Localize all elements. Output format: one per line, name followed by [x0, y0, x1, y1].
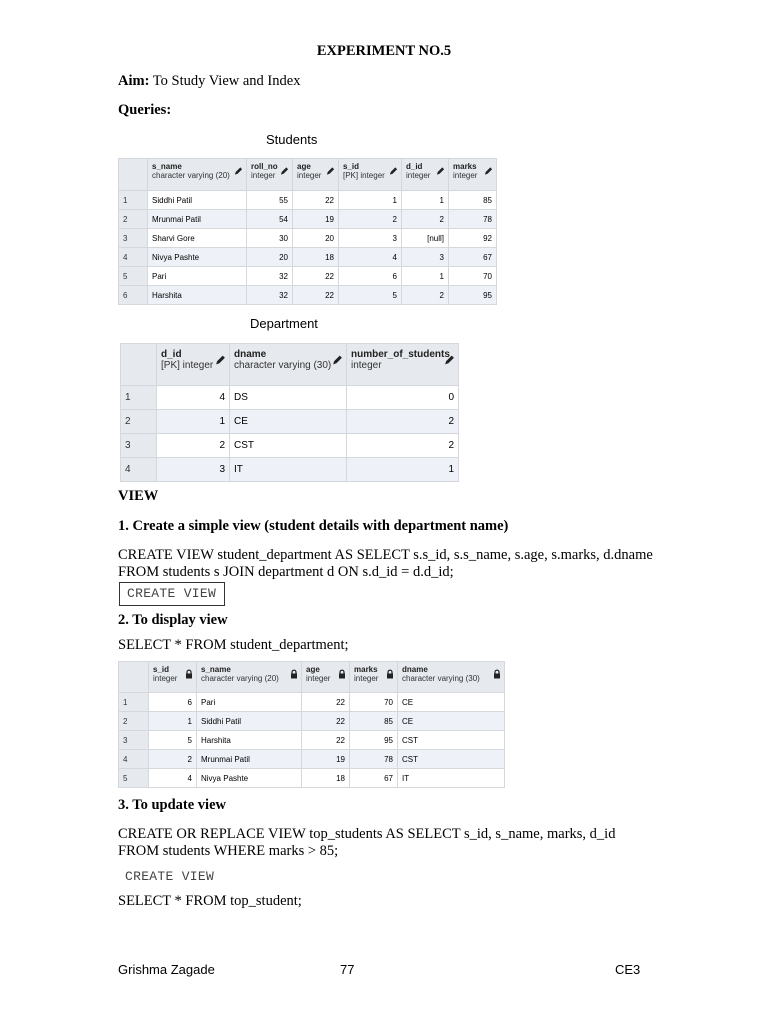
cell-marks[interactable]: 85: [350, 712, 398, 731]
cell-marks[interactable]: 67: [350, 769, 398, 788]
column-name: marks: [354, 665, 378, 674]
aim-line: [118, 73, 300, 90]
cell-s-id[interactable]: 6: [149, 693, 197, 712]
department-caption: Department: [250, 316, 318, 331]
column-type: character varying (20): [152, 171, 230, 180]
row-number: 6: [119, 286, 148, 305]
cell-marks[interactable]: 95: [350, 731, 398, 750]
column-header-dname[interactable]: [398, 662, 505, 693]
column-type: integer: [153, 674, 178, 683]
cell-dname[interactable]: CE: [398, 712, 505, 731]
cell-s-name[interactable]: Pari: [148, 267, 247, 286]
cell-age[interactable]: 19: [293, 210, 339, 229]
footer-author: Grishma Zagade: [118, 962, 215, 977]
department-table: [120, 343, 459, 482]
cell-age[interactable]: 22: [293, 191, 339, 210]
column-header-s-id[interactable]: [339, 159, 402, 191]
cell-number-of-students[interactable]: 2: [347, 410, 459, 434]
cell-s-id[interactable]: 2: [149, 750, 197, 769]
cell-dname[interactable]: CST: [398, 750, 505, 769]
pencil-icon: [234, 167, 243, 176]
column-header-d-id[interactable]: [402, 159, 449, 191]
lock-icon: [493, 670, 501, 679]
cell-d-id[interactable]: 1: [157, 410, 230, 434]
aim-label: Aim:: [118, 73, 150, 89]
column-type: character varying (30): [234, 360, 332, 371]
column-name: s_name: [152, 162, 182, 171]
cell-s-id[interactable]: 5: [149, 731, 197, 750]
column-header-s-name[interactable]: [148, 159, 247, 191]
cell-dname[interactable]: CST: [398, 731, 505, 750]
cell-marks[interactable]: 92: [449, 229, 497, 248]
page-title: EXPERIMENT NO.5: [316, 43, 452, 59]
cell-dname[interactable]: IT: [398, 769, 505, 788]
column-type: [PK] integer: [343, 171, 385, 180]
cell-age[interactable]: 22: [293, 286, 339, 305]
row-number: 1: [119, 191, 148, 210]
step3-select: SELECT * FROM top_student;: [118, 893, 302, 909]
column-header-dname[interactable]: [230, 344, 347, 386]
cell-dname[interactable]: DS: [230, 386, 347, 410]
cell-age[interactable]: 22: [302, 712, 350, 731]
step3-heading: 3. To update view: [118, 797, 226, 813]
view-result-table: [118, 661, 505, 788]
column-header-age[interactable]: [302, 662, 350, 693]
cell-d-id[interactable]: 1: [402, 267, 449, 286]
cell-d-id[interactable]: 2: [157, 434, 230, 458]
row-number: 3: [121, 434, 157, 458]
row-number: 5: [119, 267, 148, 286]
table-header-row: [121, 344, 459, 386]
step2-query: SELECT * FROM student_department;: [118, 637, 349, 653]
column-name: roll_no: [251, 162, 278, 171]
column-name: dname: [402, 665, 428, 674]
cell-s-name[interactable]: Sharvi Gore: [148, 229, 247, 248]
cell-roll-no[interactable]: 20: [247, 248, 293, 267]
cell-marks[interactable]: 70: [350, 693, 398, 712]
cell-age[interactable]: 19: [302, 750, 350, 769]
cell-d-id[interactable]: [null]: [402, 229, 449, 248]
cell-s-id[interactable]: 2: [339, 210, 402, 229]
column-name: s_id: [343, 162, 360, 171]
cell-marks[interactable]: 85: [449, 191, 497, 210]
column-name: s_name: [201, 665, 231, 674]
cell-s-id[interactable]: 3: [339, 229, 402, 248]
cell-age[interactable]: 18: [302, 769, 350, 788]
cell-d-id[interactable]: 1: [402, 191, 449, 210]
column-header-s-name[interactable]: [197, 662, 302, 693]
cell-age[interactable]: 22: [302, 731, 350, 750]
cell-d-id[interactable]: 2: [402, 286, 449, 305]
view-heading: VIEW: [118, 488, 159, 504]
column-type: [PK] integer: [161, 360, 214, 371]
cell-s-name[interactable]: Harshita: [148, 286, 247, 305]
footer-class: CE3: [615, 962, 641, 977]
row-number: 1: [121, 386, 157, 410]
column-header-marks[interactable]: [449, 159, 497, 191]
column-name: dname: [234, 349, 267, 360]
cell-s-name[interactable]: Harshita: [197, 731, 302, 750]
create-view-output-box: CREATE VIEW: [119, 582, 225, 606]
row-number: 4: [119, 248, 148, 267]
cell-dname[interactable]: CST: [230, 434, 347, 458]
lock-icon: [290, 670, 298, 679]
footer-page-number: 77: [340, 962, 355, 977]
cell-s-name[interactable]: Mrunmai Patil: [197, 750, 302, 769]
cell-marks[interactable]: 70: [449, 267, 497, 286]
pencil-icon: [280, 167, 289, 176]
column-type: integer: [351, 360, 382, 371]
table-row[interactable]: [119, 769, 505, 788]
row-number: 4: [119, 750, 149, 769]
column-name: age: [297, 162, 311, 171]
cell-s-name[interactable]: Siddhi Patil: [197, 712, 302, 731]
cell-marks[interactable]: 95: [449, 286, 497, 305]
column-header-marks[interactable]: [350, 662, 398, 693]
column-type: integer: [297, 171, 322, 180]
cell-number-of-students[interactable]: 0: [347, 386, 459, 410]
students-table: [118, 158, 497, 305]
row-number: 1: [119, 693, 149, 712]
cell-d-id[interactable]: 4: [157, 386, 230, 410]
row-number: 2: [121, 410, 157, 434]
table-row[interactable]: [119, 712, 505, 731]
row-number: 2: [119, 712, 149, 731]
table-row[interactable]: [119, 191, 497, 210]
cell-s-name[interactable]: Siddhi Patil: [148, 191, 247, 210]
table-row[interactable]: [121, 458, 459, 482]
cell-s-id[interactable]: 4: [149, 769, 197, 788]
row-number-header: [121, 344, 157, 386]
pencil-icon: [484, 167, 493, 176]
row-number: 3: [119, 731, 149, 750]
column-header-age[interactable]: [293, 159, 339, 191]
cell-s-name[interactable]: Pari: [197, 693, 302, 712]
row-number-header: [119, 159, 148, 191]
pencil-icon: [215, 355, 226, 366]
cell-age[interactable]: 18: [293, 248, 339, 267]
table-row[interactable]: [121, 386, 459, 410]
cell-roll-no[interactable]: 32: [247, 286, 293, 305]
table-row[interactable]: [119, 229, 497, 248]
cell-dname[interactable]: CE: [398, 693, 505, 712]
row-number-header: [119, 662, 149, 693]
cell-dname[interactable]: IT: [230, 458, 347, 482]
column-header-number-of-students[interactable]: [347, 344, 459, 386]
column-type: integer: [306, 674, 331, 683]
step1-query-line1: CREATE VIEW student_department AS SELECT s.s_id, s.s_name, s.age, s.marks, d.dname: [118, 547, 653, 563]
cell-s-name[interactable]: Nivya Pashte: [197, 769, 302, 788]
column-header-roll-no[interactable]: [247, 159, 293, 191]
row-number: 4: [121, 458, 157, 482]
cell-roll-no[interactable]: 55: [247, 191, 293, 210]
column-type: integer: [354, 674, 379, 683]
step1-heading: 1. Create a simple view (student details with department name): [118, 518, 509, 534]
cell-age[interactable]: 22: [293, 267, 339, 286]
table-row[interactable]: [121, 410, 459, 434]
cell-roll-no[interactable]: 32: [247, 267, 293, 286]
table-row[interactable]: [119, 693, 505, 712]
cell-age[interactable]: 20: [293, 229, 339, 248]
cell-number-of-students[interactable]: 2: [347, 434, 459, 458]
table-row[interactable]: [119, 286, 497, 305]
column-name: d_id: [406, 162, 423, 171]
table-row[interactable]: [121, 434, 459, 458]
pencil-icon: [444, 355, 455, 366]
create-view-output: CREATE VIEW: [125, 869, 215, 884]
cell-number-of-students[interactable]: 1: [347, 458, 459, 482]
column-header-s-id[interactable]: [149, 662, 197, 693]
column-name: number_of_students: [351, 349, 450, 360]
cell-marks[interactable]: 78: [350, 750, 398, 769]
step2-heading: 2. To display view: [118, 612, 228, 628]
column-name: age: [306, 665, 320, 674]
pencil-icon: [332, 355, 343, 366]
lock-icon: [185, 670, 193, 679]
column-type: integer: [251, 171, 276, 180]
cell-s-id[interactable]: 1: [339, 191, 402, 210]
lock-icon: [338, 670, 346, 679]
table-header-row: [119, 662, 505, 693]
step1-query-line2: FROM students s JOIN department d ON s.d_id = d.d_id;: [118, 564, 454, 580]
cell-s-name[interactable]: Nivya Pashte: [148, 248, 247, 267]
cell-d-id[interactable]: 3: [402, 248, 449, 267]
table-row[interactable]: [119, 267, 497, 286]
queries-label: Queries:: [118, 102, 172, 118]
students-caption: Students: [266, 132, 318, 147]
cell-s-id[interactable]: 4: [339, 248, 402, 267]
column-header-d-id[interactable]: [157, 344, 230, 386]
cell-s-id[interactable]: 5: [339, 286, 402, 305]
column-name: marks: [453, 162, 477, 171]
lock-icon: [386, 670, 394, 679]
cell-roll-no[interactable]: 54: [247, 210, 293, 229]
table-row[interactable]: [119, 248, 497, 267]
cell-d-id[interactable]: 3: [157, 458, 230, 482]
cell-dname[interactable]: CE: [230, 410, 347, 434]
cell-s-id[interactable]: 1: [149, 712, 197, 731]
column-type: integer: [406, 171, 431, 180]
column-name: s_id: [153, 665, 170, 674]
row-number: 2: [119, 210, 148, 229]
column-name: d_id: [161, 349, 182, 360]
step3-query-line2: FROM students WHERE marks > 85;: [118, 843, 339, 859]
column-type: integer: [453, 171, 478, 180]
row-number: 3: [119, 229, 148, 248]
cell-s-id[interactable]: 6: [339, 267, 402, 286]
cell-s-name[interactable]: Mrunmai Patil: [148, 210, 247, 229]
pencil-icon: [436, 167, 445, 176]
cell-marks[interactable]: 67: [449, 248, 497, 267]
column-type: character varying (20): [201, 674, 279, 683]
column-type: character varying (30): [402, 674, 480, 683]
table-row[interactable]: [119, 750, 505, 769]
cell-marks[interactable]: 78: [449, 210, 497, 229]
table-row[interactable]: [119, 210, 497, 229]
step3-query-line1: CREATE OR REPLACE VIEW top_students AS SELECT s_id, s_name, marks, d_id: [118, 826, 616, 842]
aim-text: To Study View and Index: [149, 73, 301, 89]
pencil-icon: [389, 167, 398, 176]
table-header-row: [119, 159, 497, 191]
cell-age[interactable]: 22: [302, 693, 350, 712]
cell-roll-no[interactable]: 30: [247, 229, 293, 248]
cell-d-id[interactable]: 2: [402, 210, 449, 229]
row-number: 5: [119, 769, 149, 788]
table-row[interactable]: [119, 731, 505, 750]
pencil-icon: [326, 167, 335, 176]
